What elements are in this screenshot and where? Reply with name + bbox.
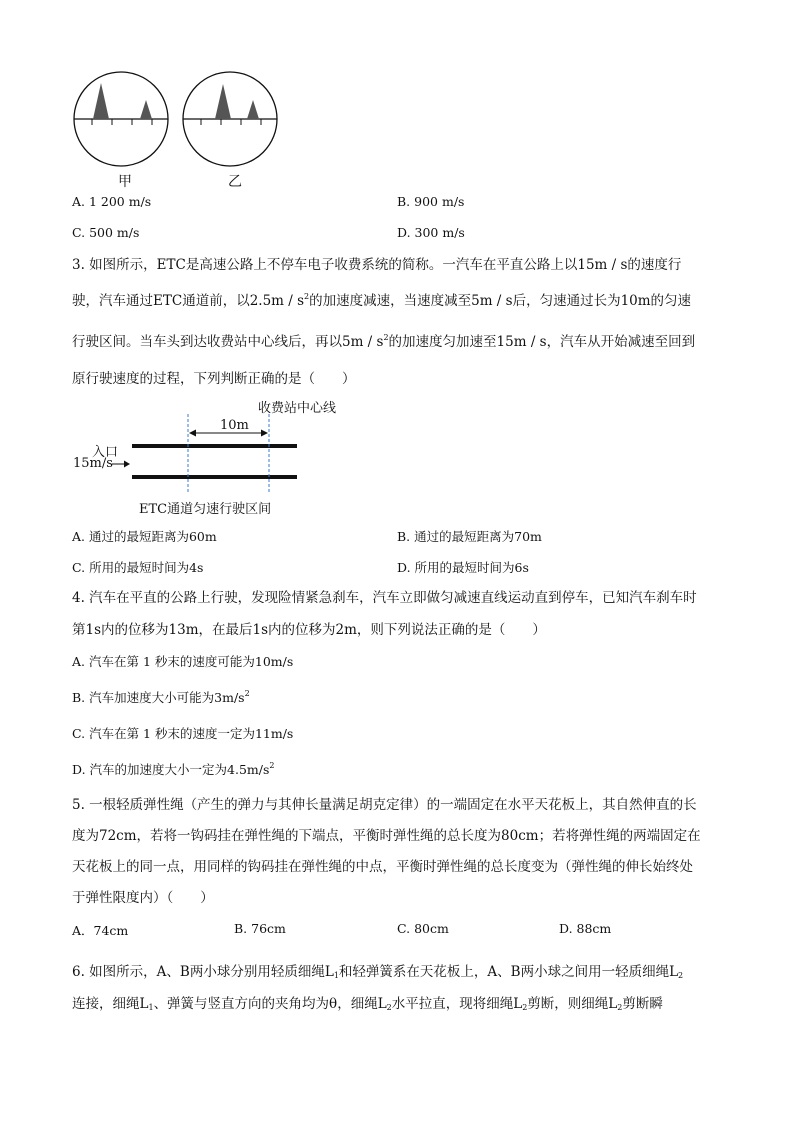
- q5-stem-line-3: 天花板上的同一点，用同样的钩码挂在弹性绳的中点，平衡时弹性绳的总长度变为（弹性绳的伸长始终处: [72, 859, 693, 875]
- q4-option-a: A. 汽车在第 1 秒末的速度可能为10m/s: [72, 654, 294, 669]
- q4-option-d: D. 汽车的加速度大小一定为$4.5m/s^2$: [72, 761, 275, 777]
- q2-option-d: D. 300 m/s: [397, 225, 465, 240]
- q3-stem-line-4: 原行驶速度的过程，下列判断正确的是（ ）: [72, 371, 356, 387]
- etc-lane-diagram: [120, 414, 310, 494]
- q6-stem-line-2: 连接，细绳$L_1$、弹簧与竖直方向的夹角均为θ，细绳$L_2$水平拉直，现将细绳$L_2$剪断，则细绳$L_2$剪断瞬: [72, 996, 663, 1012]
- q4-stem-line-1: 4. 汽车在平直的公路上行驶，发现险情紧急刹车，汽车立即做匀减速直线运动直到停车，已知汽车刹车时: [72, 590, 697, 606]
- zone-label: ETC通道匀速行驶区间: [139, 502, 272, 517]
- q6-stem-line-1: 6. 如图所示，A、B两小球分别用轻质细绳$L_1$和轻弹簧系在天花板上，A、B两小球之间用一轻质细绳$L_2$: [72, 964, 684, 980]
- q3-option-d: D. 所用的最短时间为6s: [397, 560, 529, 575]
- q5-option-b: B. 76cm: [234, 921, 286, 936]
- q5-option-a: A．74cm: [72, 923, 129, 938]
- q5-stem-line-1: 5. 一根轻质弹性绳（产生的弹力与其伸长量满足胡克定律）的一端固定在水平天花板上，其自然伸直的长: [72, 797, 697, 813]
- entrance-label: 入口: [92, 445, 119, 460]
- q4-option-b: B. 汽车加速度大小可能为$3m/s^2$: [72, 689, 250, 705]
- q2-option-b: B. 900 m/s: [397, 194, 465, 209]
- gauge-label-left: 甲: [118, 174, 132, 190]
- gauge-label-right: 乙: [228, 174, 242, 190]
- q5-option-d: D. 88cm: [559, 921, 612, 936]
- q3-stem-line-3: 行驶区间。当车头到达收费站中心线后，再以$5m / s^2$的加速度匀加速至15m / s，汽车从开始减速至回到: [72, 333, 696, 350]
- q5-option-c: C. 80cm: [397, 921, 449, 936]
- q3-option-c: C. 所用的最短时间为4s: [72, 560, 204, 575]
- q2-option-a: A. 1 200 m/s: [72, 194, 152, 209]
- q3-stem-line-2: 驶，汽车通过ETC通道前，以$2.5m / s^2$的加速度减速，当速度减至5m / s后，匀速通过长为10m的匀速: [72, 292, 692, 309]
- center-line-label: 收费站中心线: [258, 401, 337, 416]
- q4-stem-line-2: 第1s内的位移为13m，在最后1s内的位移为2m，则下列说法正确的是（ ）: [72, 622, 546, 638]
- gauge-right: [183, 72, 277, 166]
- q3-option-a: A. 通过的最短距离为60m: [72, 529, 217, 544]
- speed-arrow-icon: [112, 459, 130, 469]
- q3-option-b: B. 通过的最短距离为70m: [397, 529, 542, 544]
- q2-option-c: C. 500 m/s: [72, 225, 140, 240]
- q5-stem-line-2: 度为72cm，若将一钩码挂在弹性绳的下端点，平衡时弹性绳的总长度为80cm；若将弹性绳的两端固定在: [72, 828, 701, 844]
- gauge-left: [74, 72, 168, 166]
- q3-stem-line-1: 3. 如图所示，ETC是高速公路上不停车电子收费系统的简称。一汽车在平直公路上以15m / s的速度行: [72, 257, 682, 273]
- q5-stem-line-4: 于弹性限度内）（ ）: [72, 890, 214, 906]
- distance-label: 10m: [220, 418, 249, 433]
- speed-label: 15m/s: [73, 456, 113, 471]
- q4-option-c: C. 汽车在第 1 秒末的速度一定为11m/s: [72, 726, 294, 741]
- gauge-figure: [70, 66, 290, 191]
